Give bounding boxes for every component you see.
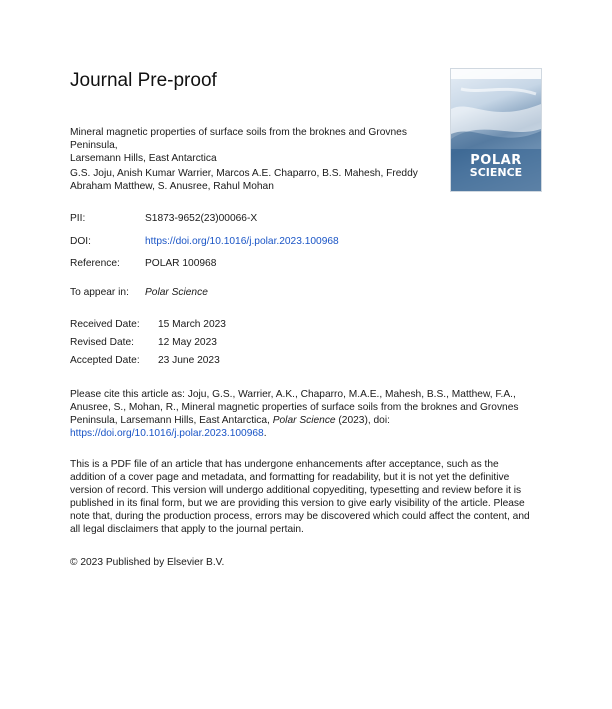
reference-label: Reference: <box>70 258 120 269</box>
accepted-value: 23 June 2023 <box>158 355 220 366</box>
meta-doi-row <box>70 235 470 248</box>
pii-value: S1873-9652(23)00066-X <box>145 213 258 224</box>
revised-label: Revised Date: <box>70 337 134 348</box>
citation-paragraph <box>70 388 535 440</box>
doi-link[interactable]: https://doi.org/10.1016/j.polar.2023.100968 <box>145 236 339 247</box>
accepted-label: Accepted Date: <box>70 355 140 366</box>
meta-reference-row <box>70 257 470 270</box>
cover-title-line1: POLAR <box>470 153 522 168</box>
preproof-notice: This is a PDF file of an article that has undergone enhancements after acceptance, such as the addition of a cover page and metadata, and formatting for readability, but it is not yet the definitive version of record. This version will undergo additional copyediting, typesetting and review before it is published in its final form, but we are providing this version to give early visibility of the article. Please note that, during the production process, errors may be discovered which could affect the content, and all legal disclaimers that apply to the journal pertain. <box>70 459 530 535</box>
citation-middle: (2023), doi: <box>335 415 390 426</box>
journal-name: Polar Science <box>145 287 208 298</box>
page-title: Journal Pre-proof <box>70 70 217 91</box>
pii-label: PII: <box>70 213 86 224</box>
copyright-line: © 2023 Published by Elsevier B.V. <box>70 557 225 568</box>
cover-title-line2: SCIENCE <box>469 166 523 179</box>
meta-received-row <box>70 318 470 331</box>
meta-accepted-row <box>70 354 470 367</box>
citation-journal: Polar Science <box>272 415 336 426</box>
reference-value: POLAR 100968 <box>145 258 217 269</box>
meta-appear-row <box>70 286 470 299</box>
received-value: 15 March 2023 <box>158 319 226 330</box>
article-title: Mineral magnetic properties of surface soils from the broknes and Grovnes Peninsula, Larsemann Hills, East Antarctica <box>70 127 407 164</box>
appear-label: To appear in: <box>70 287 129 298</box>
revised-value: 12 May 2023 <box>158 337 217 348</box>
citation-doi-link[interactable]: https://doi.org/10.1016/j.polar.2023.100968 <box>70 428 264 439</box>
meta-pii-row <box>70 212 470 225</box>
citation-text: Please cite this article as: Joju, G.S., Warrier, A.K., Chaparro, M.A.E., Mahesh, B.S., Matthew, F.A., Anusree, S., Mohan, R., Mineral magnetic properties of surface soils from the broknes and Grovnes Peninsula, Larsemann Hills, East Antarctica, <box>70 389 519 426</box>
doi-label: DOI: <box>70 236 91 247</box>
meta-revised-row <box>70 336 470 349</box>
received-label: Received Date: <box>70 319 140 330</box>
citation-suffix: . <box>263 428 267 439</box>
article-authors: G.S. Joju, Anish Kumar Warrier, Marcos A.E. Chaparro, B.S. Mahesh, Freddy Abraham Matthew, S. Anusree, Rahul Mohan <box>70 168 418 192</box>
journal-cover-image <box>450 68 542 192</box>
